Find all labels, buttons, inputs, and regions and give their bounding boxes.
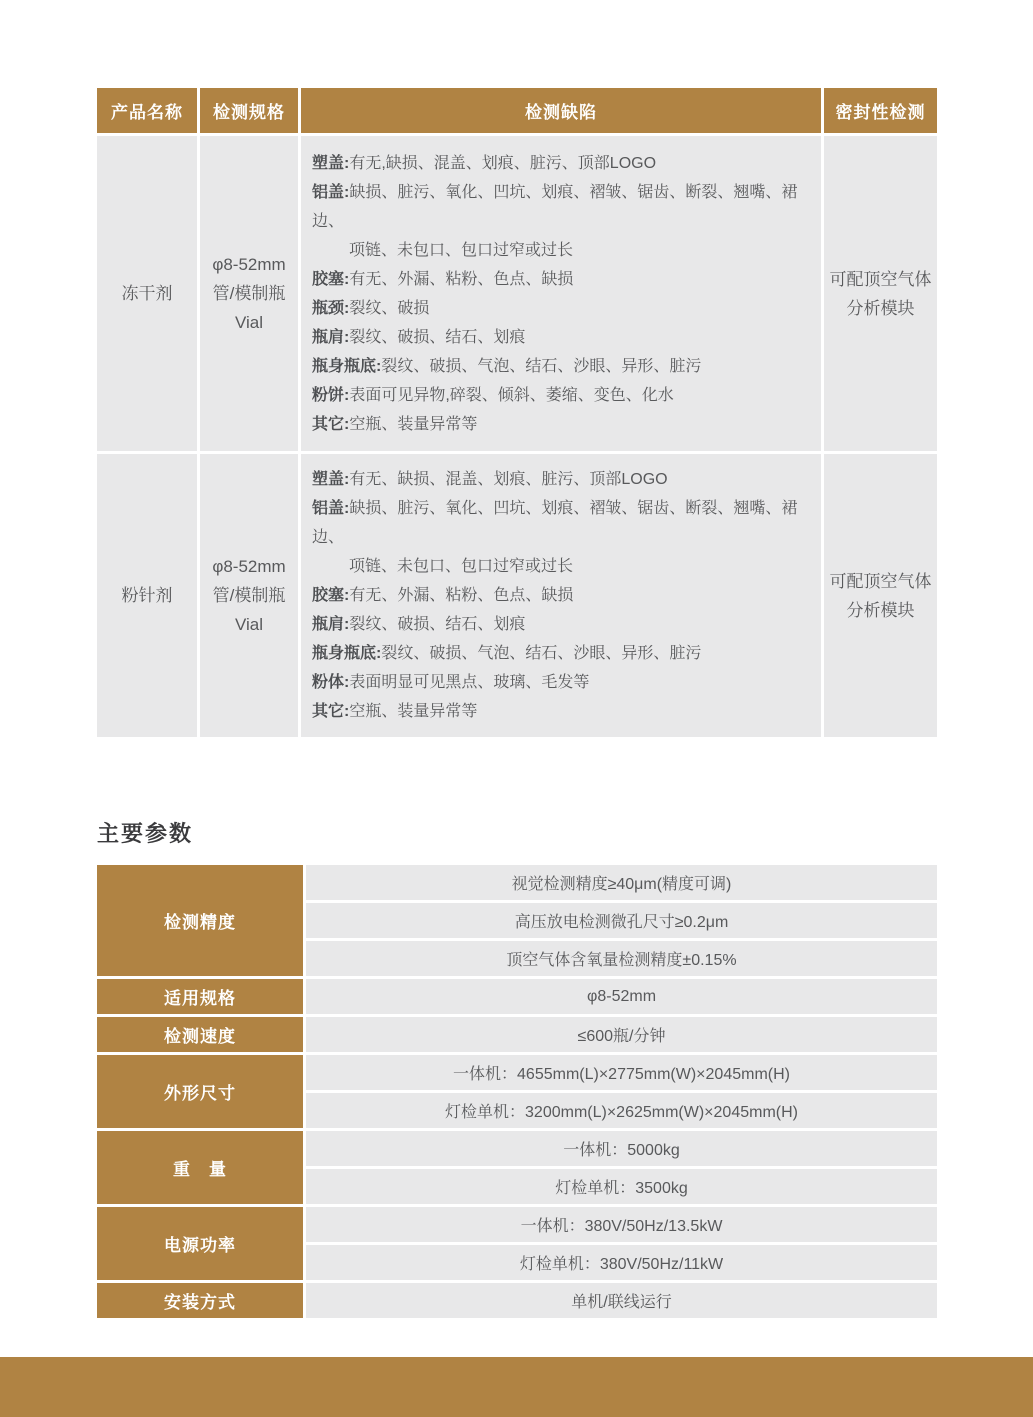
defect-part-label: 其它: xyxy=(312,703,350,720)
param-value: φ8-52mm xyxy=(306,979,937,1014)
defect-line xyxy=(312,265,821,294)
defect-part-label: 塑盖: xyxy=(312,154,350,172)
defect-text: 空瓶、装量异常等 xyxy=(349,415,478,433)
param-value: 单机/联线运行 xyxy=(306,1283,937,1318)
defect-text: 裂纹、破损 xyxy=(349,299,430,317)
defect-part-label: 粉体: xyxy=(312,674,350,691)
param-label-weight: 重 量 xyxy=(97,1131,303,1204)
column-header-product: 产品名称 xyxy=(97,88,197,133)
spec-line: Vial xyxy=(234,313,264,332)
defect-text: 裂纹、破损、气泡、结石、沙眼、异形、脏污 xyxy=(381,357,702,375)
defect-text: 有无、外漏、粘粉、色点、缺损 xyxy=(349,587,574,604)
defect-text: 裂纹、破损、结石、划痕 xyxy=(349,328,526,346)
param-label-speed: 检测速度 xyxy=(97,1017,303,1052)
spec-line: 管/模制瓶 xyxy=(212,284,286,303)
defect-line xyxy=(312,552,821,581)
defect-text: 空瓶、装量异常等 xyxy=(349,703,478,720)
defect-line xyxy=(312,381,821,410)
param-value: 一体机：380V/50Hz/13.5kW xyxy=(306,1207,937,1242)
defect-text: 裂纹、破损、结石、划痕 xyxy=(349,616,526,633)
param-value: 顶空气体含氧量检测精度±0.15% xyxy=(306,941,937,976)
defect-text: 有无、缺损、混盖、划痕、脏污、顶部LOGO xyxy=(349,471,668,488)
param-value: 一体机：5000kg xyxy=(306,1131,937,1166)
seal-cell xyxy=(824,136,937,451)
defect-part-label: 粉饼: xyxy=(312,386,350,404)
seal-cell xyxy=(824,454,937,737)
defect-text: 缺损、脏污、氧化、凹坑、划痕、褶皱、锯齿、断裂、翘嘴、裙边、 xyxy=(312,183,798,230)
defect-part-label: 铝盖: xyxy=(312,500,350,517)
defect-text: 表面明显可见黑点、玻璃、毛发等 xyxy=(349,674,590,691)
defect-part-label: 瓶颈: xyxy=(312,299,350,317)
defect-line xyxy=(312,236,821,265)
param-label-accuracy: 检测精度 xyxy=(97,865,303,976)
param-value: 高压放电检测微孔尺寸≥0.2μm xyxy=(306,903,937,938)
defects-cell xyxy=(301,454,821,737)
defect-part-label: 铝盖: xyxy=(312,183,350,201)
param-value: 一体机：4655mm(L)×2775mm(W)×2045mm(H) xyxy=(306,1055,937,1090)
seal-line: 分析模块 xyxy=(846,600,915,620)
defect-line xyxy=(312,494,821,552)
defect-part-label: 胶塞: xyxy=(312,587,350,604)
defect-line xyxy=(312,149,821,178)
spec-line: 管/模制瓶 xyxy=(212,586,286,605)
param-label-dimensions: 外形尺寸 xyxy=(97,1055,303,1128)
product-name-cell xyxy=(97,454,197,737)
product-name: 粉针剂 xyxy=(121,586,173,605)
section-title-main-parameters: 主要参数 xyxy=(97,821,194,846)
column-header-defects: 检测缺陷 xyxy=(301,88,821,133)
spec-line: φ8-52mm xyxy=(212,255,286,274)
defect-text: 项链、未包口、包口过窄或过长 xyxy=(349,558,574,575)
param-label-installation: 安装方式 xyxy=(97,1283,303,1318)
column-header-spec: 检测规格 xyxy=(200,88,298,133)
defects-cell xyxy=(301,136,821,451)
main-parameters-table xyxy=(97,865,937,1318)
defect-part-label: 其它: xyxy=(312,415,350,433)
spec-line: φ8-52mm xyxy=(212,557,286,576)
defect-line xyxy=(312,323,821,352)
seal-line: 可配顶空气体 xyxy=(829,571,932,591)
spec-cell xyxy=(200,454,298,737)
product-name-cell xyxy=(97,136,197,451)
defect-line xyxy=(312,639,821,668)
defect-line xyxy=(312,294,821,323)
defect-line xyxy=(312,668,821,697)
param-value: 灯检单机：3200mm(L)×2625mm(W)×2045mm(H) xyxy=(306,1093,937,1128)
footer-brand-bar xyxy=(0,1357,1033,1417)
defect-line xyxy=(312,697,821,726)
param-value: 视觉检测精度≥40μm(精度可调) xyxy=(306,865,937,900)
column-header-seal: 密封性检测 xyxy=(824,88,937,133)
param-value: 灯检单机：380V/50Hz/11kW xyxy=(306,1245,937,1280)
defect-text: 项链、未包口、包口过窄或过长 xyxy=(349,241,574,259)
defect-text: 缺损、脏污、氧化、凹坑、划痕、褶皱、锯齿、断裂、翘嘴、裙边、 xyxy=(312,500,798,546)
product-spec-table xyxy=(97,88,937,737)
seal-line: 可配顶空气体 xyxy=(829,269,932,289)
defect-part-label: 瓶肩: xyxy=(312,616,350,633)
defect-text: 有无、外漏、粘粉、色点、缺损 xyxy=(349,270,574,288)
param-value: ≤600瓶/分钟 xyxy=(306,1017,937,1052)
defect-line xyxy=(312,410,821,439)
defect-text: 表面可见异物,碎裂、倾斜、萎缩、变色、化水 xyxy=(349,386,674,404)
param-label-applicable-spec: 适用规格 xyxy=(97,979,303,1014)
defect-part-label: 塑盖: xyxy=(312,471,350,488)
defect-part-label: 胶塞: xyxy=(312,270,350,288)
product-name: 冻干剂 xyxy=(121,284,173,303)
defect-line xyxy=(312,352,821,381)
defect-line xyxy=(312,178,821,236)
param-label-power: 电源功率 xyxy=(97,1207,303,1280)
defect-part-label: 瓶肩: xyxy=(312,328,350,346)
defect-text: 裂纹、破损、气泡、结石、沙眼、异形、脏污 xyxy=(381,645,702,662)
param-value: 灯检单机：3500kg xyxy=(306,1169,937,1204)
defect-part-label: 瓶身瓶底: xyxy=(312,357,382,375)
defect-text: 有无,缺损、混盖、划痕、脏污、顶部LOGO xyxy=(349,154,657,172)
defect-line xyxy=(312,581,821,610)
defect-part-label: 瓶身瓶底: xyxy=(312,645,382,662)
defect-line xyxy=(312,465,821,494)
defect-line xyxy=(312,610,821,639)
spec-line: Vial xyxy=(234,615,264,634)
seal-line: 分析模块 xyxy=(846,298,915,318)
spec-cell xyxy=(200,136,298,451)
